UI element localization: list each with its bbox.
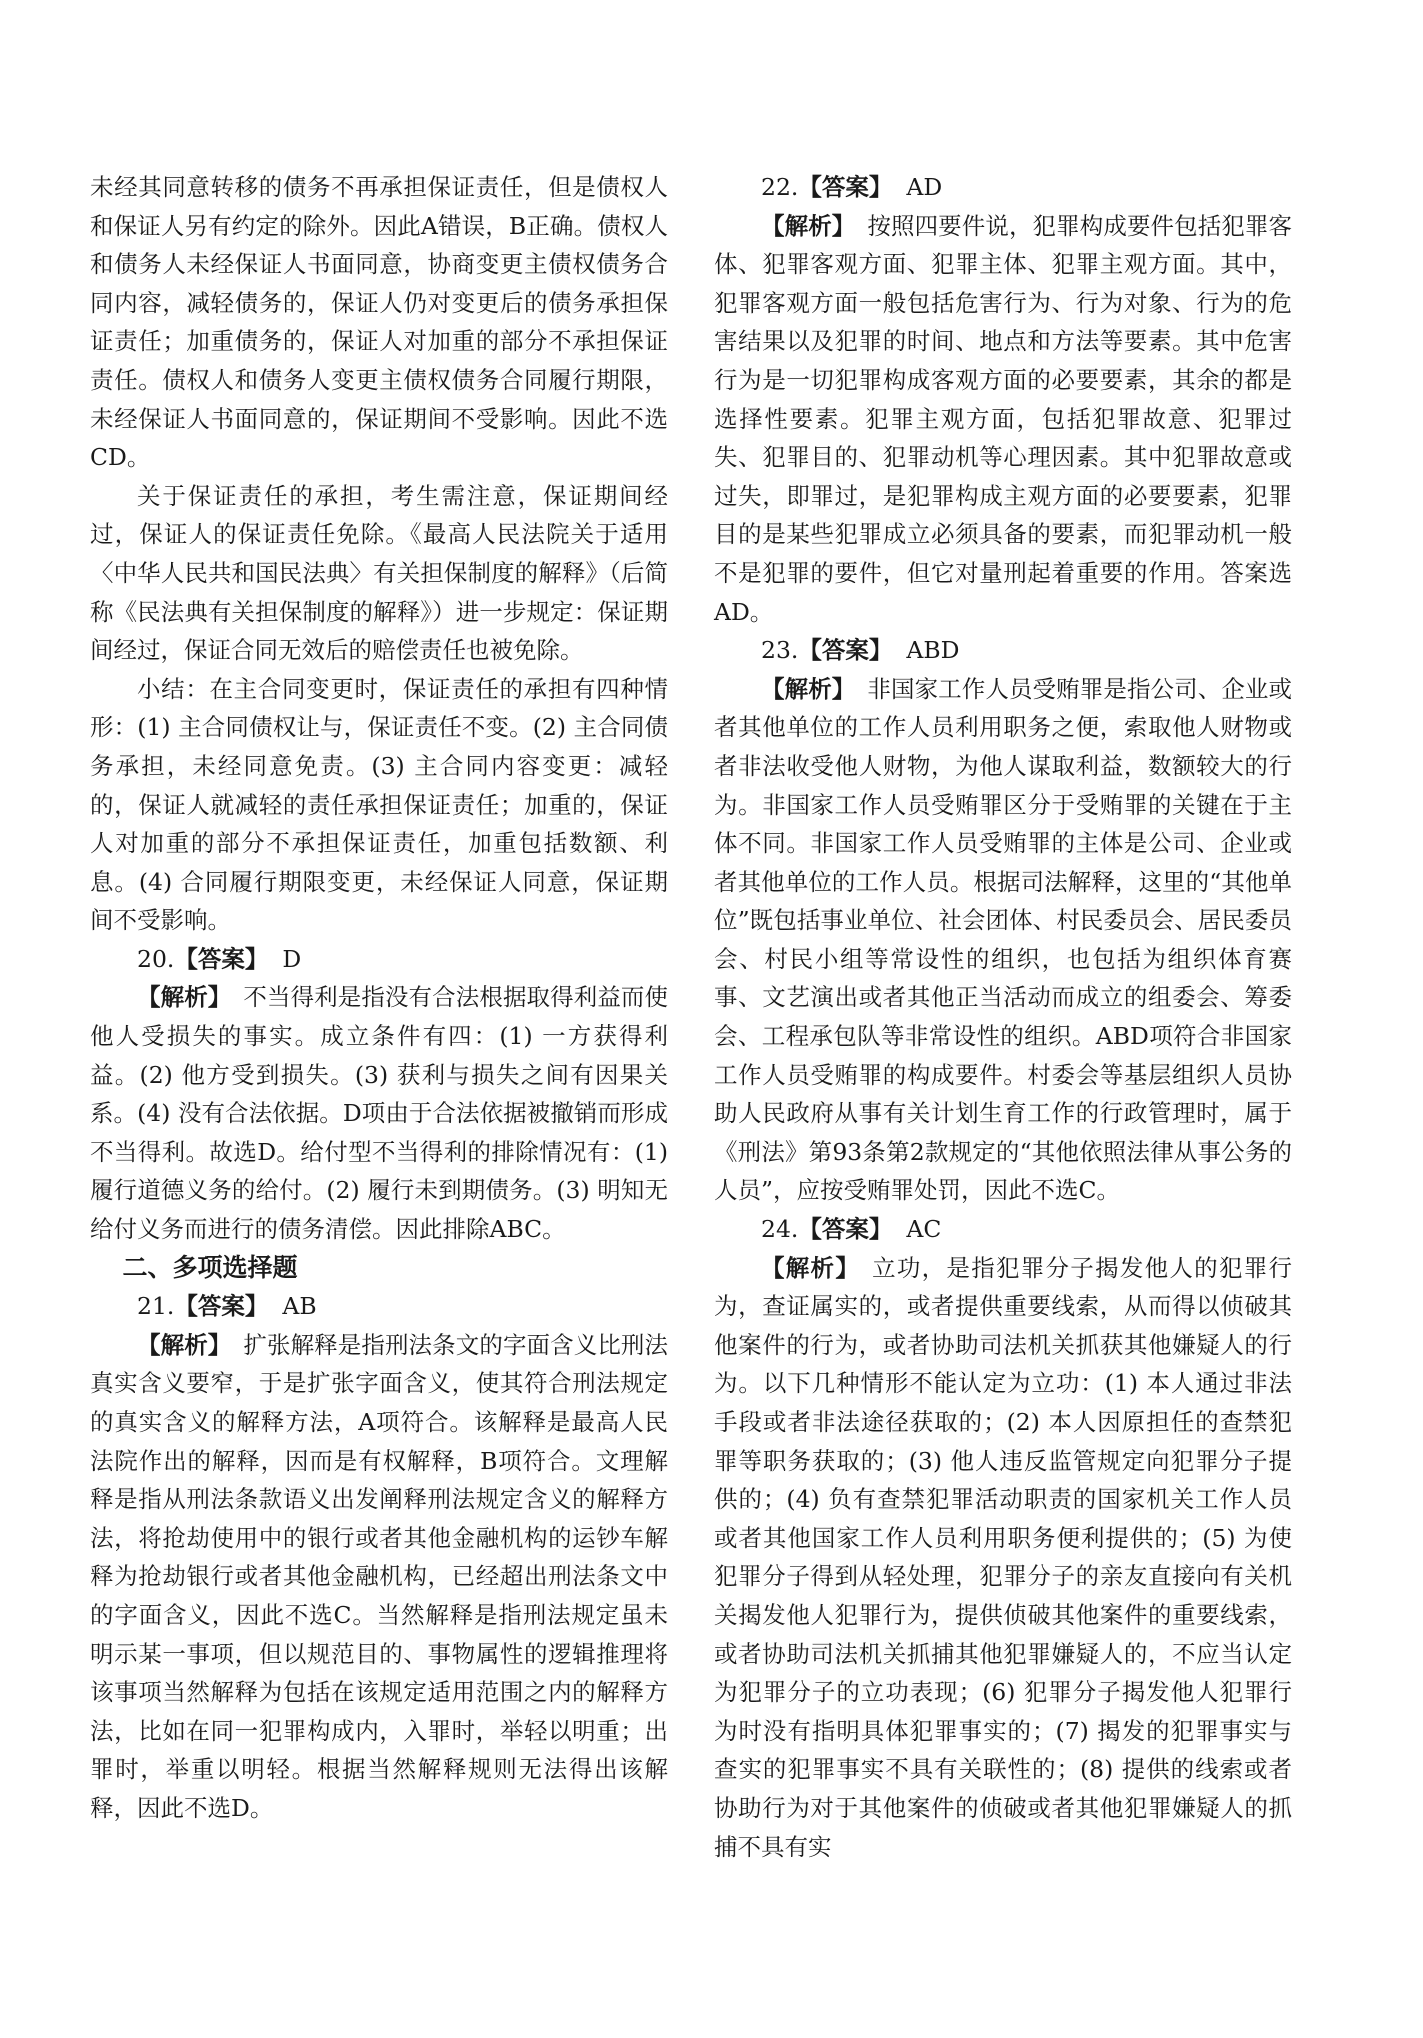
answer-tag: 【答案】 [798, 636, 893, 665]
question-number: 23. [761, 636, 799, 665]
analysis-24 [714, 1249, 1292, 1867]
paragraph-summary: 小结：在主合同变更时，保证责任的承担有四种情形：(1) 主合同债权让与，保证责任不变。(2) 主合同债务承担，未经同意免责。(3) 主合同内容变更：减轻的，保证人就减轻的责任承担保证责任；加重的，保证人对加重的部分不承担保证责任，加重包括数额、利息。(4) 合同履行期限变更，未经保证人同意，保证期间不受影响。 [90, 674, 668, 935]
analysis-text: 不当得利是指没有合法根据取得利益而使他人受损失的事实。成立条件有四：(1) 一方获得利益。(2) 他方受到损失。(3) 获利与损失之间有因果关系。(4) 没有合法依据。D项由于合法依据被撤销而形成不当得利。故选D。给付型不当得利的排除情况有：(1) 履行道德义务的给付。(2) 履行未到期债务。(3) 明知无给付义务而进行的债务清偿。因此排除ABC。 [90, 983, 669, 1244]
section-heading: 二、多项选择题 [122, 1252, 298, 1282]
analysis-tag: 【解析】 [761, 674, 856, 703]
answer-tag: 【答案】 [798, 173, 893, 201]
paragraph-guarantee-change: 未经其同意转移的债务不再承担保证责任，但是债权人和保证人另有约定的除外。因此A错误，B正确。债权人和债务人未经保证人书面同意，协商变更主债权债务合同内容，减轻债务的，保证人仍对变更后的债务承担保证责任；加重债务的，保证人对加重的部分不承担保证责任。债权人和债务人变更主债权债务合同履行期限，未经保证人书面同意的，保证期间不受影响。因此不选CD。 [90, 173, 668, 472]
analysis-text: 立功，是指犯罪分子揭发他人的犯罪行为，查证属实的，或者提供重要线索，从而得以侦破其他案件的行为，或者协助司法机关抓获其他嫌疑人的行为。以下几种情形不能认定为立功：(1) 本人通过非法手段或者非法途径获取的；(2) 本人因原担任的查禁犯罪等职务获取的；(3) 他人违反监管规定向犯罪分子提供的；(4) 负有查禁犯罪活动职责的国家机关工作人员或者其他国家工作人员利用职务便利提供的；(5) 为使犯罪分子得到从轻处理，犯罪分子的亲友直接向有关机关揭发他人犯罪行为，提供侦破其他案件的重要线索，或者协助司法机关抓捕其他犯罪嫌疑人的，不应当认定为犯罪分子的立功表现；(6) 犯罪分子揭发他人犯罪行为时没有指明具体犯罪事实的；(7) 揭发的犯罪事实与查实的犯罪事实不具有关联性的；(8) 提供的线索或者协助行为对于其他案件的侦破或者其他犯罪嫌疑人的抓捕不具有实 [714, 1253, 1293, 1861]
answer-value: AB [282, 1292, 317, 1321]
answer-tag: 【答案】 [174, 1292, 269, 1321]
answer-23 [714, 631, 1292, 670]
analysis-text: 扩张解释是指刑法条文的字面含义比刑法真实含义要窄，于是扩张字面含义，使其符合刑法规定的真实含义的解释方法，A项符合。该解释是最高人民法院作出的解释，因而是有权解释，B项符合。文理解释是指从刑法条款语义出发阐释刑法规定含义的解释方法，将抢劫使用中的银行或者其他金融机构的运钞车解释为抢劫银行或者其他金融机构，已经超出刑法条文中的字面含义，因此不选C。当然解释是指刑法规定虽未明示某一事项，但以规范目的、事物属性的逻辑推理将该事项当然解释为包括在该规定适用范围之内的解释方法，比如在同一犯罪构成内，入罪时，举轻以明重；出罪时，举重以明轻。根据当然解释规则无法得出该解释，因此不选D。 [90, 1330, 669, 1822]
answer-22 [714, 168, 1292, 207]
analysis-text: 按照四要件说，犯罪构成要件包括犯罪客体、犯罪客观方面、犯罪主体、犯罪主观方面。其中，犯罪客观方面一般包括危害行为、行为对象、行为的危害结果以及犯罪的时间、地点和方法等要素。其中危害行为是一切犯罪构成客观方面的必要要素，其余的都是选择性要素。犯罪主观方面，包括犯罪故意、犯罪过失、犯罪目的、犯罪动机等心理因素。其中犯罪故意或过失，即罪过，是犯罪构成主观方面的必要要素，犯罪目的是某些犯罪成立必须具备的要素，而犯罪动机一般不是犯罪的要件，但它对量刑起着重要的作用。答案选AD。 [714, 211, 1293, 626]
answer-value: ABD [906, 636, 960, 665]
answer-24 [714, 1210, 1292, 1249]
analysis-20 [90, 978, 668, 1248]
answer-value: AD [906, 173, 943, 201]
analysis-tag: 【解析】 [137, 983, 232, 1012]
analysis-23 [714, 670, 1292, 1210]
question-number: 24. [761, 1215, 799, 1244]
right-column [714, 168, 1292, 1866]
left-column [90, 168, 668, 1828]
question-number: 20. [137, 944, 175, 973]
answer-21 [90, 1287, 668, 1326]
answer-tag: 【答案】 [174, 944, 269, 973]
question-number: 22. [761, 173, 799, 201]
analysis-21 [90, 1326, 668, 1828]
answer-tag: 【答案】 [798, 1215, 893, 1244]
answer-value: AC [906, 1215, 942, 1244]
analysis-tag: 【解析】 [137, 1330, 232, 1359]
analysis-tag: 【解析】 [761, 211, 856, 240]
analysis-text: 非国家工作人员受贿罪是指公司、企业或者其他单位的工作人员利用职务之便，索取他人财物或者非法收受他人财物，为他人谋取利益，数额较大的行为。非国家工作人员受贿罪区分于受贿罪的关键在于主体不同。非国家工作人员受贿罪的主体是公司、企业或者其他单位的工作人员。根据司法解释，这里的“其他单位”既包括事业单位、社会团体、村民委员会、居民委员会、村民小组等常设性的组织，也包括为组织体育赛事、文艺演出或者其他正当活动而成立的组委会、筹委会、工程承包队等非常设性的组织。ABD项符合非国家工作人员受贿罪的构成要件。村委会等基层组织人员协助人民政府从事有关计划生育工作的行政管理时，属于《刑法》第93条第2款规定的“其他依照法律从事公务的人员”，应按受贿罪处罚，因此不选C。 [714, 674, 1293, 1205]
question-number: 21. [137, 1292, 175, 1321]
paragraph-guarantee-period: 关于保证责任的承担，考生需注意，保证期间经过，保证人的保证责任免除。《最高人民法院关于适用〈中华人民共和国民法典〉有关担保制度的解释》（后简称《民法典有关担保制度的解释》）进一步规定：保证期间经过，保证合同无效后的赔偿责任也被免除。 [90, 481, 668, 665]
answer-value: D [282, 944, 302, 973]
analysis-tag: 【解析】 [761, 1253, 861, 1282]
answer-20 [90, 940, 668, 979]
analysis-22 [714, 207, 1292, 632]
